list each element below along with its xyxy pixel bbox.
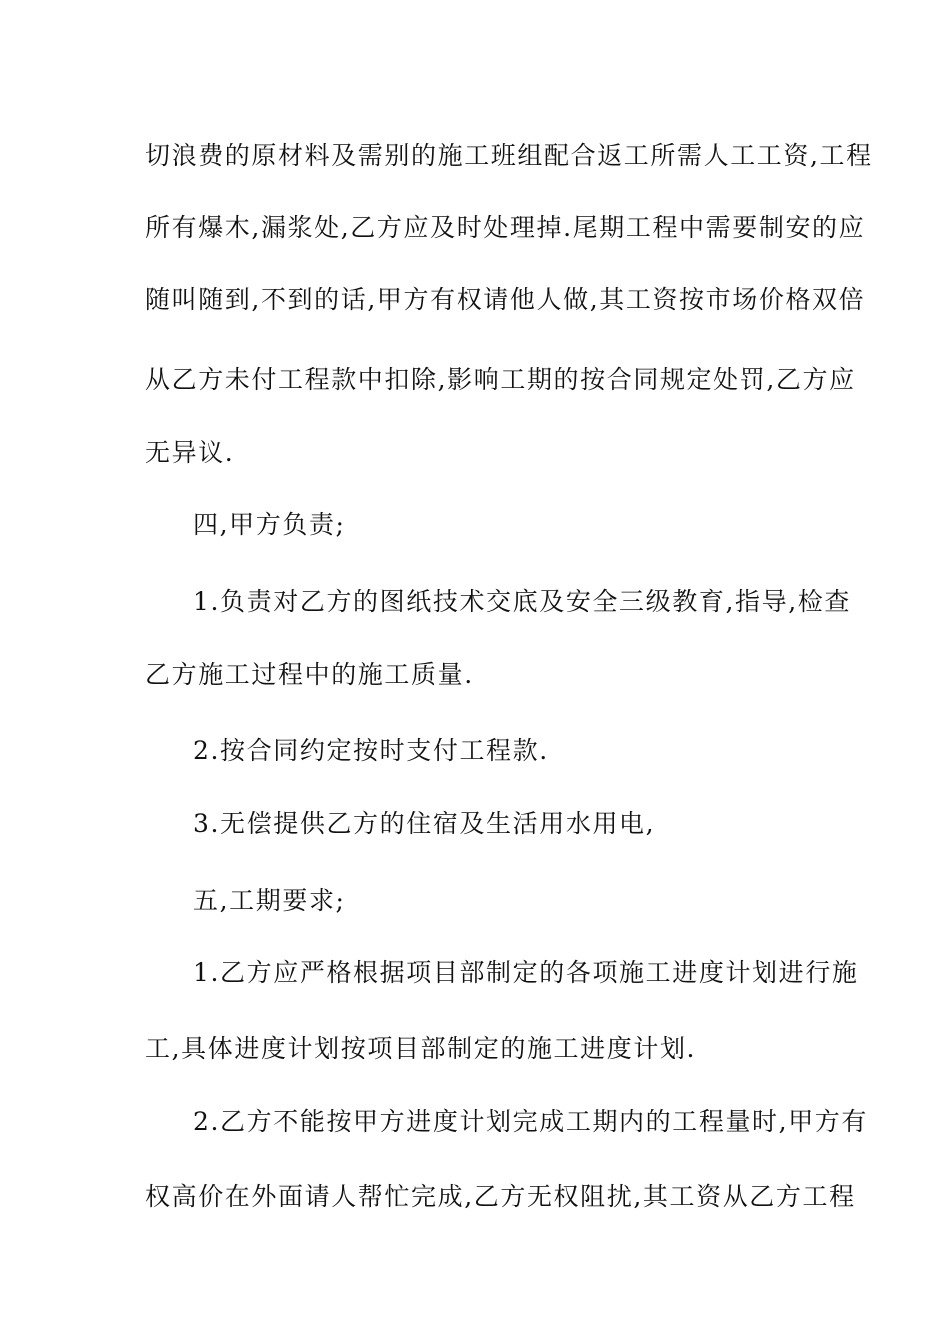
list-item: 1.乙方应严格根据项目部制定的各项施工进度计划进行施 [193, 958, 859, 987]
paragraph-line: 权高价在外面请人帮忙完成,乙方无权阻扰,其工资从乙方工程 [145, 1182, 856, 1211]
paragraph-line: 乙方施工过程中的施工质量. [145, 660, 474, 689]
list-item: 2.乙方不能按甲方进度计划完成工期内的工程量时,甲方有 [193, 1107, 869, 1136]
list-item: 1.负责对乙方的图纸技术交底及安全三级教育,指导,检查 [193, 587, 851, 616]
list-item: 2.按合同约定按时支付工程款. [193, 736, 549, 765]
paragraph-line: 无异议. [145, 438, 235, 467]
paragraph-line: 随叫随到,不到的话,甲方有权请他人做,其工资按市场价格双倍 [145, 285, 866, 314]
paragraph-line: 所有爆木,漏浆处,乙方应及时处理掉.尾期工程中需要制安的应 [145, 213, 866, 242]
section-heading: 五,工期要求; [193, 886, 346, 915]
section-heading: 四,甲方负责; [193, 510, 346, 539]
paragraph-line: 切浪费的原材料及需别的施工班组配合返工所需人工工资,工程 [145, 141, 873, 170]
paragraph-line: 从乙方未付工程款中扣除,影响工期的按合同规定处罚,乙方应 [145, 365, 856, 394]
list-item: 3.无偿提供乙方的住宿及生活用水用电, [193, 809, 656, 838]
paragraph-line: 工,具体进度计划按项目部制定的施工进度计划. [145, 1034, 697, 1063]
